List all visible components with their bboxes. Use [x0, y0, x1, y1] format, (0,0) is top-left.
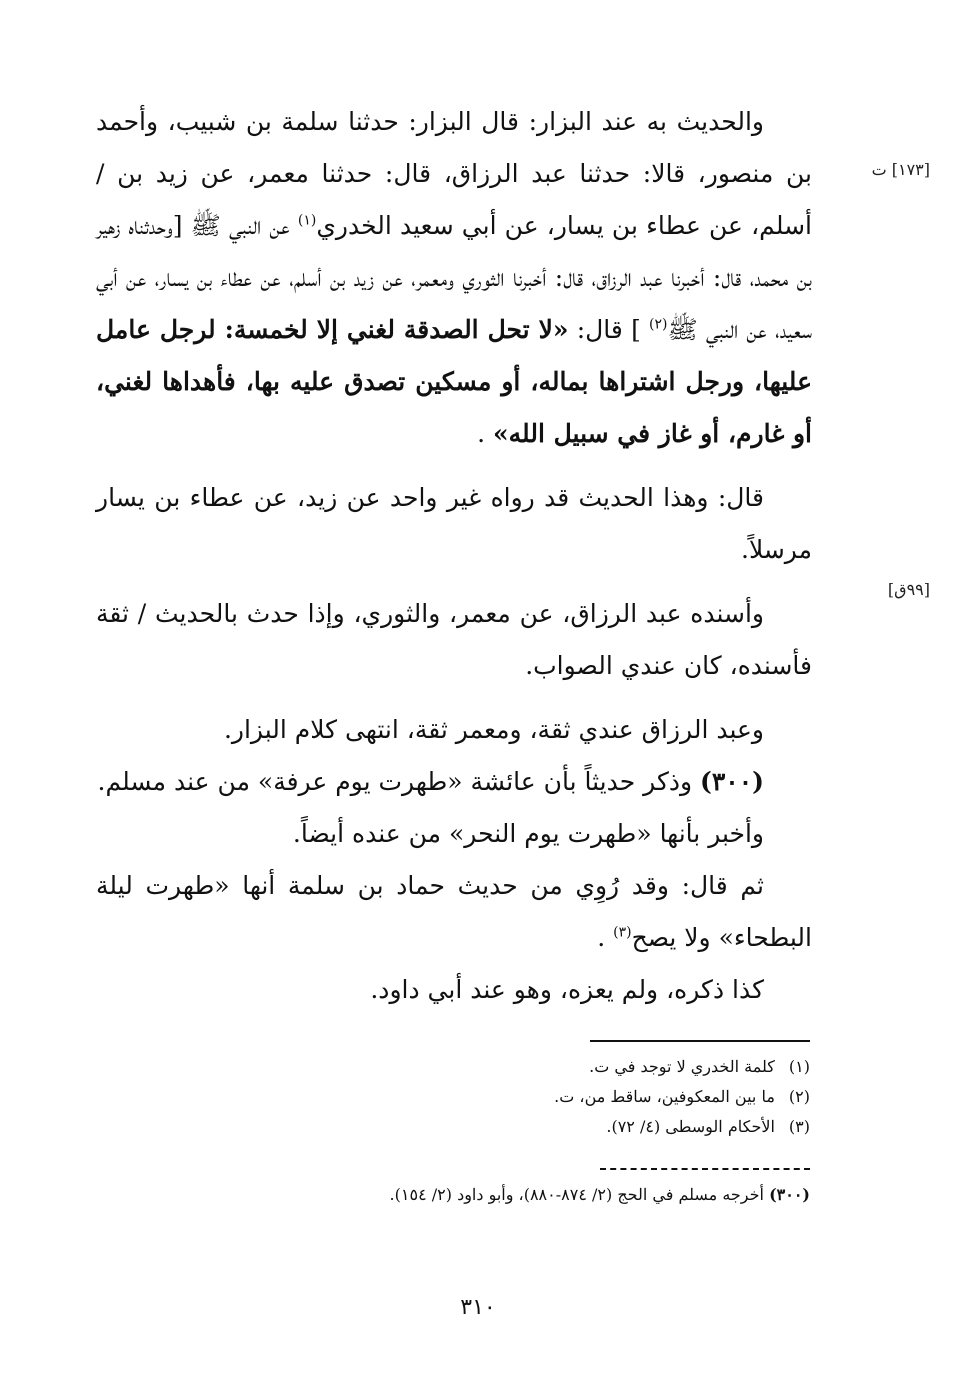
- footnote-separator: [590, 1040, 810, 1042]
- footnote: (١) كلمة الخدري لا توجد في ت.: [589, 1057, 810, 1076]
- main-text: [96, 96, 812, 1016]
- paragraph: كذا ذكره، ولم يعزه، وهو عند أبي داود.: [370, 975, 764, 1004]
- margin-note-manuscript-ref: [١٧٣] ت: [871, 160, 930, 179]
- paragraph: وعبد الرزاق عندي ثقة، ومعمر ثقة، انتهى كلام البزار.: [223, 715, 764, 744]
- footnotes: [250, 1052, 810, 1142]
- footnote-ref: (٢): [649, 316, 668, 333]
- footnote: (٣) الأحكام الوسطى (٤/ ٧٢).: [606, 1117, 810, 1136]
- footnote-ref: (٣): [613, 924, 632, 941]
- paragraph: ثم قال: وقد رُوِي من حديث حماد بن سلمة أنها «طهرت ليلة البطحاء» ولا يصح$^{(٣)}$ .: [96, 871, 812, 952]
- page-number: ٣١٠: [460, 1295, 496, 1320]
- paragraph: (٣٠٠) وذكر حديثاً بأن عائشة «طهرت يوم عرفة» من عند مسلم.: [97, 767, 764, 796]
- takhrij-note: (٣٠٠) أخرجه مسلم في الحج (٢/ ٨٧٤-٨٨٠)، وأبو داود (٢/ ١٥٤).: [389, 1185, 810, 1204]
- paragraph: وأخبر بأنها «طهرت يوم النحر» من عنده أيضاً.: [292, 819, 764, 848]
- takhrij-number: (٣٠٠): [769, 1185, 810, 1204]
- dashed-separator: [600, 1168, 810, 1170]
- paragraph: والحديث به عند البزار: قال البزار: حدثنا سلمة بن شبيب، وأحمد بن منصور، قالا: حدثنا عبد الرزاق، قال: حدثنا معمر، عن زيد بن / أسلم، عن عطاء بن يسار، عن أبي سعيد الخدري$^{(١)}$ عن النبي ﷺ [وحدثناه زهير بن محمد، قال: أخبرنا عبد الرزاق، قال: أخبرنا الثوري ومعمر، عن زيد بن أسلم، عن عطاء بن يسار، عن أبي سعيد، عن النبي ﷺ$^{(٢)}$ ] قال: «لا تحل الصدقة لغني إلا لخمسة: لرجل عامل عليها، ورجل اشتراها بماله، أو مسكين تصدق عليه بها، فأهداها لغني، أو غارم، أو غاز في سبيل الله» .: [96, 107, 812, 448]
- paragraph: وأسنده عبد الرزاق، عن معمر، والثوري، وإذا حدث بالحديث / ثقة فأسنده، كان عندي الصواب.: [96, 599, 812, 680]
- margin-note-manuscript-ref: [٩٩ق]: [887, 580, 930, 599]
- footnote-ref: (١): [297, 212, 317, 229]
- footnote: (٢) ما بين المعكوفين، ساقط من، ت.: [554, 1087, 810, 1106]
- paragraph: قال: وهذا الحديث قد رواه غير واحد عن زيد، عن عطاء بن يسار مرسلاً.: [96, 483, 812, 564]
- hadith-number: (٣٠٠): [700, 767, 764, 796]
- hadith-text: «لا تحل الصدقة لغني إلا لخمسة: لرجل عامل عليها، ورجل اشتراها بماله، أو مسكين تصدق عليه بها، فأهداها لغني، أو غارم، أو غاز في سبيل الله»: [96, 315, 812, 448]
